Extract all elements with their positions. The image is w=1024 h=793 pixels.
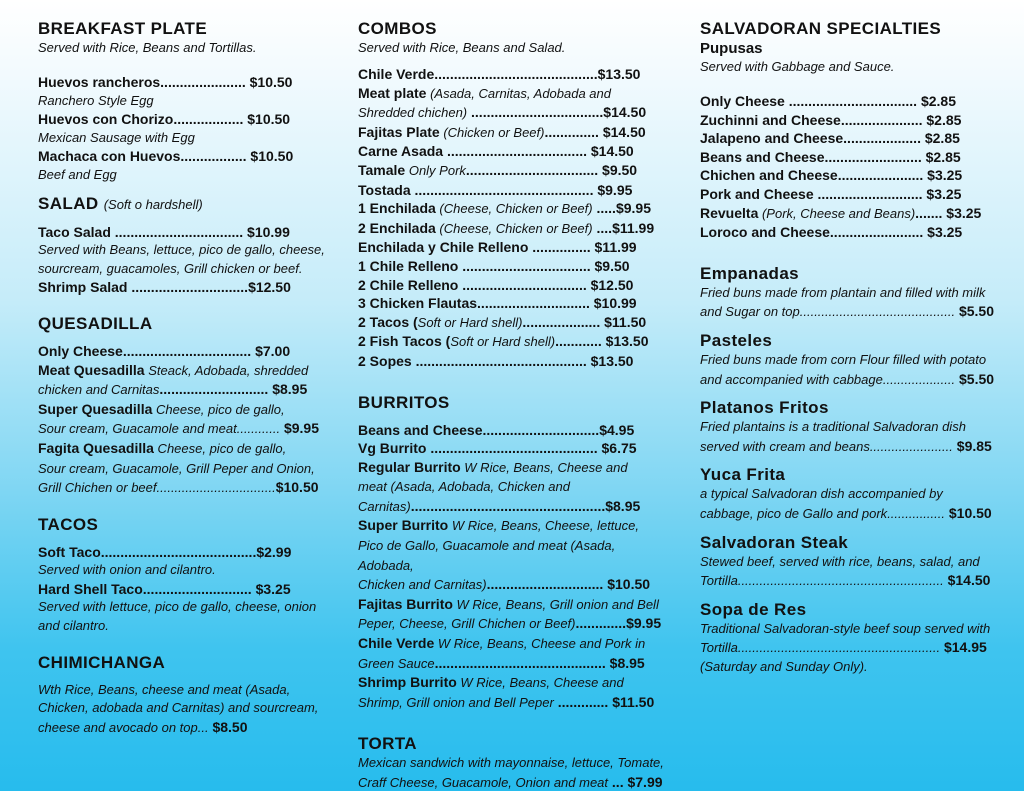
menu-item: Beans and Cheese......................... $2.85 — [700, 148, 961, 165]
price: $9.95 — [626, 615, 662, 632]
item-note: Served with lettuce, pico de gallo, cheese, onion — [38, 599, 317, 615]
item-note: (Saturday and Sunday Only). — [700, 658, 868, 674]
menu-item-cont: meat (Asada, Adobada, Chicken and — [358, 479, 570, 495]
menu-item: served with cream and beans....................... $9.85 — [700, 437, 992, 454]
price: $9.95 — [597, 181, 633, 198]
price: $10.50 — [275, 479, 319, 496]
price: $14.50 — [603, 104, 647, 121]
menu-item: Meat Quesadilla Steack, Adobada, shredded — [38, 361, 309, 378]
menu-item: Beans and Cheese..............................$4.95 — [358, 421, 635, 438]
yuca-section — [700, 464, 998, 523]
price: $12.50 — [248, 279, 291, 296]
item-note: and cilantro. — [38, 618, 109, 634]
menu-column-right — [700, 18, 998, 676]
menu-item: 3 Chicken Flautas............................. $10.99 — [358, 295, 637, 312]
price: $14.95 — [943, 639, 987, 656]
menu-item: Craff Cheese, Guacamole, Onion and meat ... $7.99 — [358, 774, 663, 790]
quesadilla-section — [38, 313, 328, 498]
menu-item: 2 Enchilada (Cheese, Chicken or Beef) ....$11.99 — [358, 219, 655, 236]
menu-item: Huevos rancheros...................... $10.50 — [38, 74, 293, 90]
price: $10.50 — [249, 74, 293, 90]
menu-item-cont: Green Sauce............................................ $8.95 — [358, 654, 645, 671]
combos-subtitle: Served with Rice, Beans and Salad. — [358, 40, 566, 55]
menu-item-cont: Pico de Gallo, Guacamole and meat (Asada, Adobada, — [358, 538, 616, 573]
menu-item: Huevos con Chorizo.................. $10.50 — [38, 111, 291, 128]
menu-item-cont: Chicken and Carnitas).............................. $10.50 — [358, 576, 651, 593]
pupusas-subtitle: Served with Gabbage and Sauce. — [700, 59, 895, 74]
price: $8.95 — [609, 654, 645, 671]
menu-item-cont: Carnitas)..................................................$8.95 — [358, 497, 641, 514]
price: $13.50 — [590, 352, 634, 369]
item-note: Mexican sandwich with mayonnaise, lettuce, Tomate, — [358, 755, 664, 771]
price: $10.50 — [607, 576, 651, 593]
tacos-section — [38, 514, 328, 636]
burritos-section — [358, 392, 670, 713]
menu-item: 2 Chile Relleno ................................ $12.50 — [358, 276, 634, 293]
menu-item: Soft Taco........................................$2.99 — [38, 543, 292, 560]
menu-item: cabbage, pico de Gallo and pork................ $10.50 — [700, 504, 992, 521]
salad-title: SALAD (Soft o hardshell) — [38, 193, 203, 213]
price: $11.99 — [594, 239, 637, 256]
item-note: Beef and Egg — [38, 166, 117, 182]
menu-item: Enchilada y Chile Relleno ............... $11.99 — [358, 239, 637, 256]
item-note: Fried buns made from plantain and filled with milk — [700, 284, 986, 300]
price: $9.50 — [594, 257, 630, 274]
menu-item-cont: Shrimp, Grill onion and Bell Peper ............. $11.50 — [358, 693, 655, 710]
item-note: Ranchero Style Egg — [38, 92, 154, 108]
price: $9.95 — [283, 420, 319, 437]
yuca-title: Yuca Frita — [700, 465, 786, 485]
menu-item: cheese and avocado on top... $8.50 — [38, 718, 248, 735]
price: $10.99 — [247, 223, 290, 240]
price: $14.50 — [590, 143, 634, 160]
menu-item: Super Burrito W Rice, Beans, Cheese, lettuce, — [358, 517, 639, 534]
price: $9.95 — [615, 200, 651, 217]
menu-item: Tortilla......................................................... $14.50 — [700, 572, 991, 589]
item-note: Served with onion and cilantro. — [38, 562, 216, 578]
pupusas-title: Pupusas — [700, 40, 763, 57]
menu-item-cont: Shredded chichen) ..................................$14.50 — [358, 104, 647, 121]
menu-item: Revuelta (Pork, Cheese and Beans)....... $3.25 — [700, 204, 982, 221]
menu-column-left — [38, 18, 328, 737]
price: $3.25 — [255, 580, 291, 597]
price: $5.50 — [959, 370, 995, 387]
platanos-section — [700, 397, 998, 456]
item-note: Served with Beans, lettuce, pico de gallo, cheese, — [38, 242, 325, 258]
menu-item: Regular Burrito W Rice, Beans, Cheese and — [358, 458, 628, 475]
menu-item: Chile Verde..........................................$13.50 — [358, 66, 641, 82]
price: $7.99 — [627, 774, 663, 790]
price: $8.50 — [212, 718, 248, 735]
tacos-title: TACOS — [38, 514, 99, 534]
breakfast-subtitle: Served with Rice, Beans and Tortillas. — [38, 40, 257, 55]
price: $13.50 — [597, 66, 641, 82]
price: $10.50 — [250, 148, 294, 165]
menu-item: 2 Fish Tacos (Soft or Hard shell)............ $13.50 — [358, 333, 649, 350]
salvadoran-section — [700, 18, 998, 242]
steak-title: Salvadoran Steak — [700, 532, 849, 552]
menu-item: Only Cheese................................. $7.00 — [38, 342, 291, 359]
menu-column-middle — [358, 18, 670, 793]
menu-item-cont: chicken and Carnitas............................ $8.95 — [38, 381, 308, 398]
price: $2.99 — [256, 543, 292, 560]
item-note: Wth Rice, Beans, cheese and meat (Asada, — [38, 681, 291, 697]
menu-item: Chile Verde W Rice, Beans, Cheese and Pork in — [358, 635, 646, 652]
menu-item: Vg Burrito ........................................... $6.75 — [358, 440, 637, 457]
price: $2.85 — [920, 93, 957, 109]
price: $10.50 — [948, 504, 992, 521]
item-note: a typical Salvadoran dish accompanied by — [700, 486, 943, 502]
salad-section — [38, 193, 328, 297]
menu-item: 2 Sopes ............................................ $13.50 — [358, 352, 634, 369]
menu-item: Shrimp Burrito W Rice, Beans, Cheese and — [358, 674, 624, 691]
menu-item: Pork and Cheese ........................... $3.25 — [700, 185, 962, 202]
menu-item: Shrimp Salad ..............................$12.50 — [38, 279, 291, 296]
item-note: Fried buns made from corn Flour filled with potato — [700, 351, 987, 367]
torta-section — [358, 733, 670, 792]
menu-item: Fajitas Burrito W Rice, Beans, Grill onion and Bell — [358, 595, 659, 612]
chimichanga-section — [38, 652, 328, 738]
burritos-title: BURRITOS — [358, 392, 450, 412]
price: $13.50 — [605, 333, 649, 350]
menu-item: Tortilla........................................................ $14.95 — [700, 639, 987, 656]
breakfast-title: BREAKFAST PLATE — [38, 19, 208, 38]
price: $10.99 — [593, 295, 637, 312]
menu-item: Fajitas Plate (Chicken or Beef).............. $14.50 — [358, 123, 646, 140]
menu-item: Meat plate (Asada, Carnitas, Adobada and — [358, 84, 611, 101]
price: $3.25 — [927, 167, 963, 184]
menu-item: Jalapeno and Cheese.................... $2.85 — [700, 130, 960, 147]
price: $3.25 — [927, 224, 963, 241]
item-note: Fried plantains is a traditional Salvadoran dish — [700, 419, 966, 435]
menu-item: and accompanied with cabbage.................... $5.50 — [700, 370, 995, 387]
menu-item: Zuchinni and Cheese..................... $2.85 — [700, 111, 962, 128]
price: $9.85 — [956, 437, 992, 454]
platanos-title: Platanos Fritos — [700, 398, 829, 418]
menu-item-cont: Sour cream, Guacamole and meat............ $9.95 — [38, 420, 319, 437]
menu-item: Only Cheese ................................. $2.85 — [700, 93, 957, 109]
pasteles-title: Pasteles — [700, 330, 773, 350]
menu-item: Tamale Only Pork.................................. $9.50 — [358, 161, 638, 178]
quesadilla-title: QUESADILLA — [38, 313, 153, 333]
sopa-title: Sopa de Res — [700, 599, 807, 619]
price: $3.25 — [946, 204, 982, 221]
empanadas-section — [700, 263, 998, 322]
menu-item-cont: Grill Chichen or beef.................................$10.50 — [38, 479, 319, 496]
menu-item: Hard Shell Taco............................ $3.25 — [38, 580, 291, 597]
price: $11.50 — [612, 693, 655, 710]
item-note: Chicken, adobada and Carnitas) and sourcream, — [38, 700, 319, 716]
item-note: sourcream, guacamoles, Grill chicken or beef. — [38, 260, 303, 276]
price: $7.00 — [255, 342, 291, 359]
price: $8.95 — [272, 381, 308, 398]
menu-item: Carne Asada .................................... $14.50 — [358, 143, 634, 160]
menu-item: 1 Chile Relleno ................................. $9.50 — [358, 257, 630, 274]
price: $2.85 — [924, 130, 960, 147]
price: $6.75 — [601, 440, 637, 457]
item-note: Stewed beef, served with rice, beans, salad, and — [700, 553, 980, 569]
price: $9.50 — [602, 161, 638, 178]
price: $5.50 — [958, 303, 994, 320]
chimichanga-title: CHIMICHANGA — [38, 652, 166, 672]
menu-item: Tostada .............................................. $9.95 — [358, 181, 633, 198]
menu-item: and Sugar on top........................................... $5.50 — [700, 303, 994, 320]
menu-item: Machaca con Huevos................. $10.50 — [38, 148, 294, 165]
price: $12.50 — [590, 276, 634, 293]
price: $11.99 — [612, 219, 655, 236]
combos-section — [358, 18, 670, 371]
torta-title: TORTA — [358, 734, 417, 754]
price: $11.50 — [604, 313, 647, 330]
menu-item-cont: Peper, Cheese, Grill Chichen or Beef).............$9.95 — [358, 615, 662, 632]
price: $14.50 — [602, 123, 646, 140]
combos-title: COMBOS — [358, 19, 437, 38]
menu-item-cont: Sour cream, Guacamole, Grill Peper and Onion, — [38, 460, 315, 476]
menu-item: 2 Tacos (Soft or Hard shell).................... $11.50 — [358, 313, 647, 330]
breakfast-section — [38, 18, 328, 185]
price: $10.50 — [247, 111, 291, 128]
menu-item: Taco Salad ................................. $10.99 — [38, 223, 290, 240]
price: $4.95 — [599, 421, 635, 438]
menu-item: Fagita Quesadilla Cheese, pico de gallo, — [38, 439, 287, 456]
item-note: Traditional Salvadoran-style beef soup served with — [700, 620, 991, 636]
price: $14.50 — [947, 572, 991, 589]
price: $2.85 — [925, 148, 961, 165]
steak-section — [700, 532, 998, 591]
pasteles-section — [700, 330, 998, 389]
price: $2.85 — [926, 111, 962, 128]
item-note: Mexican Sausage with Egg — [38, 129, 195, 145]
empanadas-title: Empanadas — [700, 263, 800, 283]
price: $3.25 — [926, 185, 962, 202]
menu-item: Chichen and Cheese...................... $3.25 — [700, 167, 963, 184]
salvadoran-title: SALVADORAN SPECIALTIES — [700, 19, 942, 38]
menu-item: Super Quesadilla Cheese, pico de gallo, — [38, 400, 285, 417]
menu-item: Loroco and Cheese........................ $3.25 — [700, 224, 963, 241]
sopa-section — [700, 599, 998, 677]
price: $8.95 — [605, 497, 641, 514]
menu-item: 1 Enchilada (Cheese, Chicken or Beef) .....$9.95 — [358, 200, 651, 217]
